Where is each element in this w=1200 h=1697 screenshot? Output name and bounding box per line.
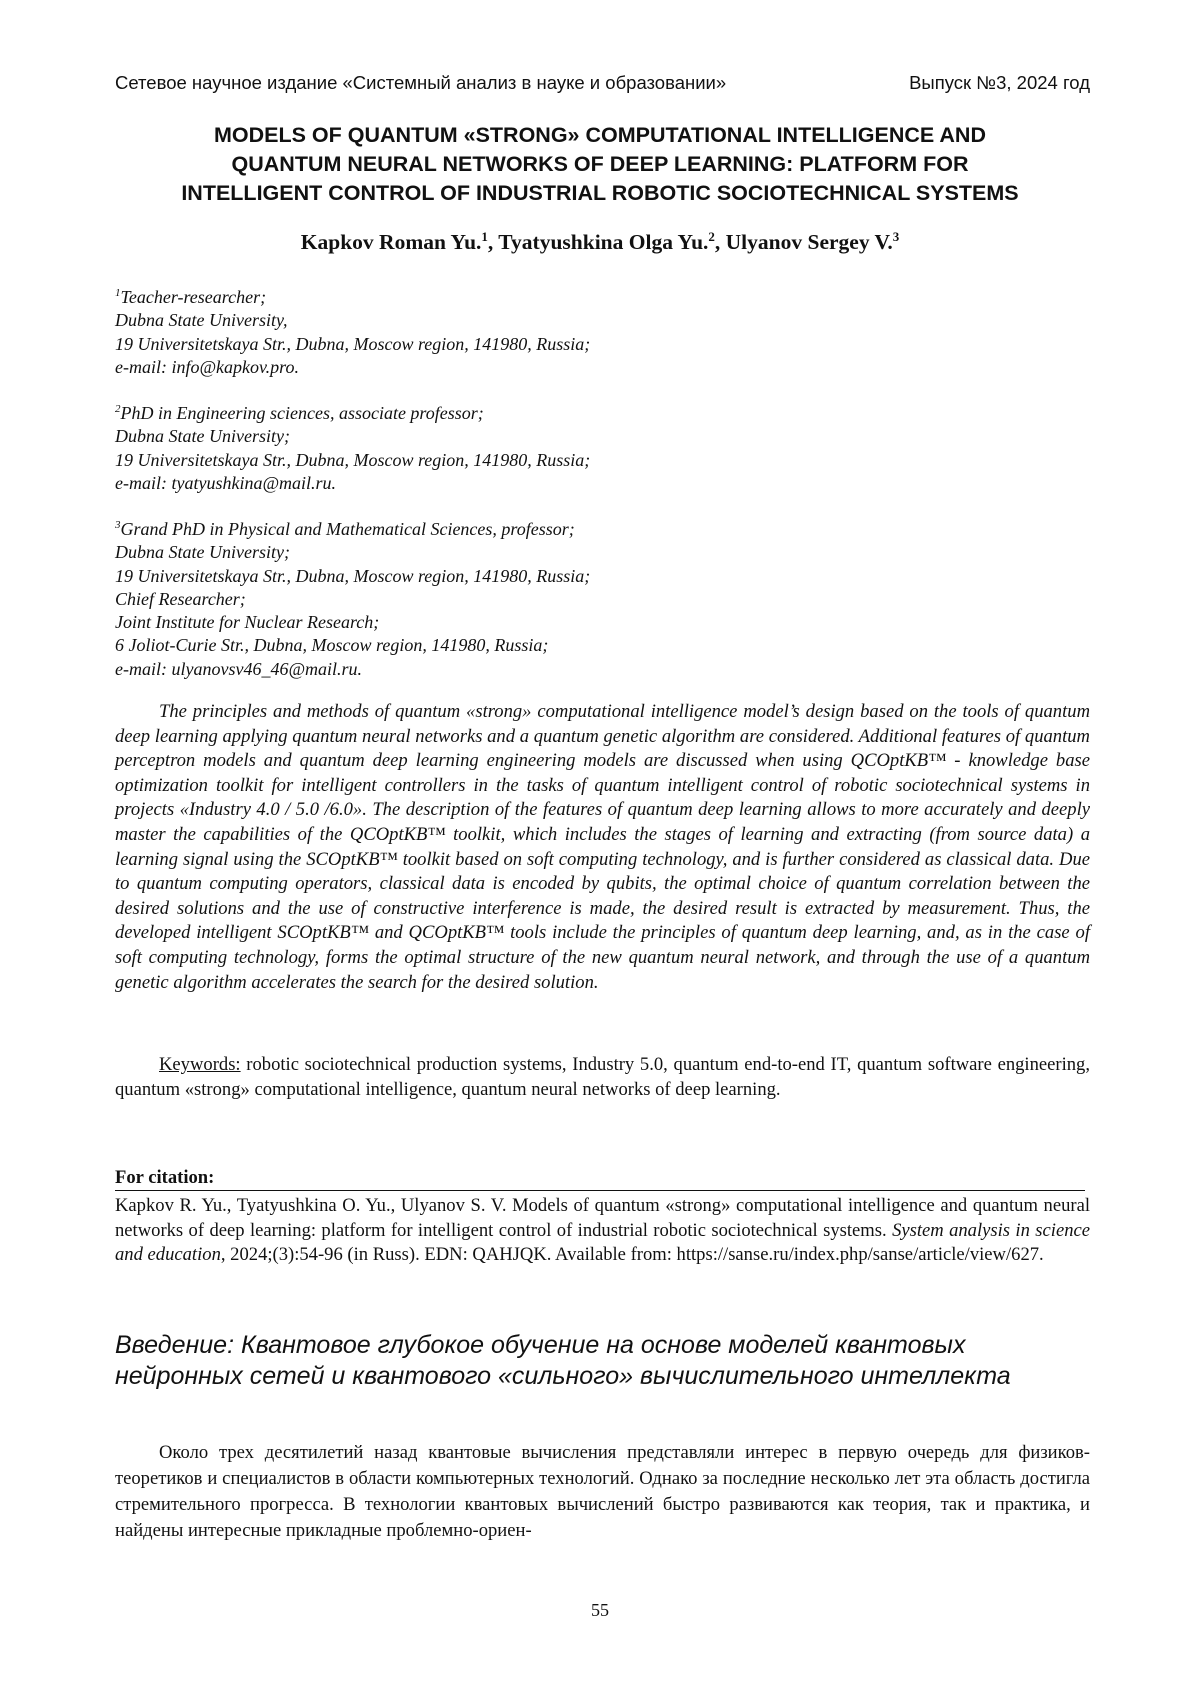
affiliation-text: Grand PhD in Physical and Mathematical Sciences, professor; <box>121 519 575 539</box>
author-sup: 3 <box>893 229 900 244</box>
affiliation-line: Dubna State University; <box>115 541 590 564</box>
affiliation-sup: 2 <box>115 403 121 415</box>
title-line: INTELLIGENT CONTROL OF INDUSTRIAL ROBOTIC SOCIOTECHNICAL SYSTEMS <box>110 179 1090 208</box>
citation-part: Kapkov R. Yu., Tyatyushkina O. Yu., Ulyanov S. V. Models of quantum «strong» computational intelligence and quantum neural networks of deep learning: platform for intelligent control of industrial robotic sociotechnical systems. <box>115 1195 1090 1241</box>
affiliation-line <box>115 398 590 425</box>
author-separator: , <box>488 230 498 254</box>
affiliation-text: PhD in Engineering sciences, associate professor; <box>121 403 484 423</box>
paper-page <box>0 0 1200 1697</box>
citation-heading: For citation: <box>115 1167 1085 1191</box>
abstract: The principles and methods of quantum «strong» computational intelligence model’s design based on the tools of quantum deep learning applying quantum neural networks and a quantum genetic algorithm are considered. Additional features of quantum perceptron models and quantum deep learning engineering models are discussed when using QCOptKB™ - knowledge base optimization toolkit for intelligent controllers in the tasks of quantum intelligent control of robotic sociotechnical systems in projects «Industry 4.0 / 5.0 /6.0». The description of the features of quantum deep learning allows to more accurately and deeply master the capabilities of the QCOptKB™ toolkit, which includes the stages of learning and extracting (from source data) a learning signal using the SCOptKB™ toolkit based on soft computing technology, and is further considered as classical data. Due to quantum computing operators, classical data is encoded by qubits, the optimal choice of quantum correlation between the desired solutions and the use of constructive interference is made, the desired result is extracted by measurement. Thus, the developed intelligent SCOptKB™ and QCOptKB™ tools include the principles of quantum deep learning, and, as in the case of soft computing technology, forms the optimal structure of the new quantum neural network, and through the use of a quantum genetic algorithm accelerates the search for the desired solution. <box>115 700 1090 995</box>
affiliation-2 <box>115 398 590 495</box>
affiliation-email: e-mail: tyatyushkina@mail.ru. <box>115 472 590 495</box>
affiliation-line <box>115 282 590 309</box>
title-line: QUANTUM NEURAL NETWORKS OF DEEP LEARNING: PLATFORM FOR <box>110 150 1090 179</box>
affiliation-text: Teacher-researcher; <box>121 287 267 307</box>
affiliation-line: 19 Universitetskaya Str., Dubna, Moscow region, 141980, Russia; <box>115 449 590 472</box>
running-header <box>115 72 1090 94</box>
author-sup: 1 <box>481 229 488 244</box>
paper-title <box>110 121 1090 208</box>
author-list <box>0 229 1200 255</box>
affiliation-sup: 1 <box>115 287 121 299</box>
affiliation-email: e-mail: ulyanovsv46_46@mail.ru. <box>115 658 590 681</box>
affiliation-sup: 3 <box>115 519 121 531</box>
affiliation-email: e-mail: info@kapkov.pro. <box>115 356 590 379</box>
affiliation-3 <box>115 514 590 681</box>
keywords-text: robotic sociotechnical production systems, Industry 5.0, quantum end-to-end IT, quantum software engineering, quantum «strong» computational intelligence, quantum neural networks of deep learning. <box>115 1054 1090 1100</box>
author-name: Ulyanov Sergey V. <box>726 230 893 254</box>
affiliation-line: 19 Universitetskaya Str., Dubna, Moscow region, 141980, Russia; <box>115 333 590 356</box>
affiliation-line: Chief Researcher; <box>115 588 590 611</box>
affiliation-line: Dubna State University; <box>115 425 590 448</box>
title-line: MODELS OF QUANTUM «STRONG» COMPUTATIONAL INTELLIGENCE AND <box>110 121 1090 150</box>
author-name: Tyatyushkina Olga Yu. <box>498 230 708 254</box>
affiliation-line: Dubna State University, <box>115 309 590 332</box>
citation-text <box>115 1194 1090 1268</box>
issue-label: Выпуск №3, 2024 год <box>909 72 1090 94</box>
citation-journal: System analysis in science and education <box>115 1220 1090 1266</box>
author-name: Kapkov Roman Yu. <box>301 230 482 254</box>
author-separator: , <box>715 230 726 254</box>
keywords-label: Keywords: <box>159 1054 241 1075</box>
author-sup: 2 <box>708 229 715 244</box>
section-heading: Введение: Квантовое глубокое обучение на основе моделей квантовых нейронных сетей и квантового «сильного» вычислительного интеллекта <box>115 1330 1090 1392</box>
affiliation-line: 19 Universitetskaya Str., Dubna, Moscow region, 141980, Russia; <box>115 565 590 588</box>
body-paragraph: Около трех десятилетий назад квантовые вычисления представляли интерес в первую очередь для физиков-теоретиков и специалистов в области компьютерных технологий. Однако за последние несколько лет эта область достигла стремительного прогресса. В технологии квантовых вычислений быстро развиваются как теория, так и практика, и найдены интересные прикладные проблемно-ориен- <box>115 1440 1090 1544</box>
journal-name: Сетевое научное издание «Системный анализ в науке и образовании» <box>115 72 726 94</box>
citation-part: , 2024;(3):54-96 (in Russ). EDN: QAHJQK. Available from: https://sanse.ru/index.php/sanse/article/view/627. <box>221 1244 1044 1265</box>
affiliation-line: 6 Joliot-Curie Str., Dubna, Moscow region, 141980, Russia; <box>115 634 590 657</box>
page-number: 55 <box>0 1600 1200 1621</box>
affiliation-line: Joint Institute for Nuclear Research; <box>115 611 590 634</box>
affiliation-1 <box>115 282 590 379</box>
affiliation-line <box>115 514 590 541</box>
keywords <box>115 1053 1090 1102</box>
